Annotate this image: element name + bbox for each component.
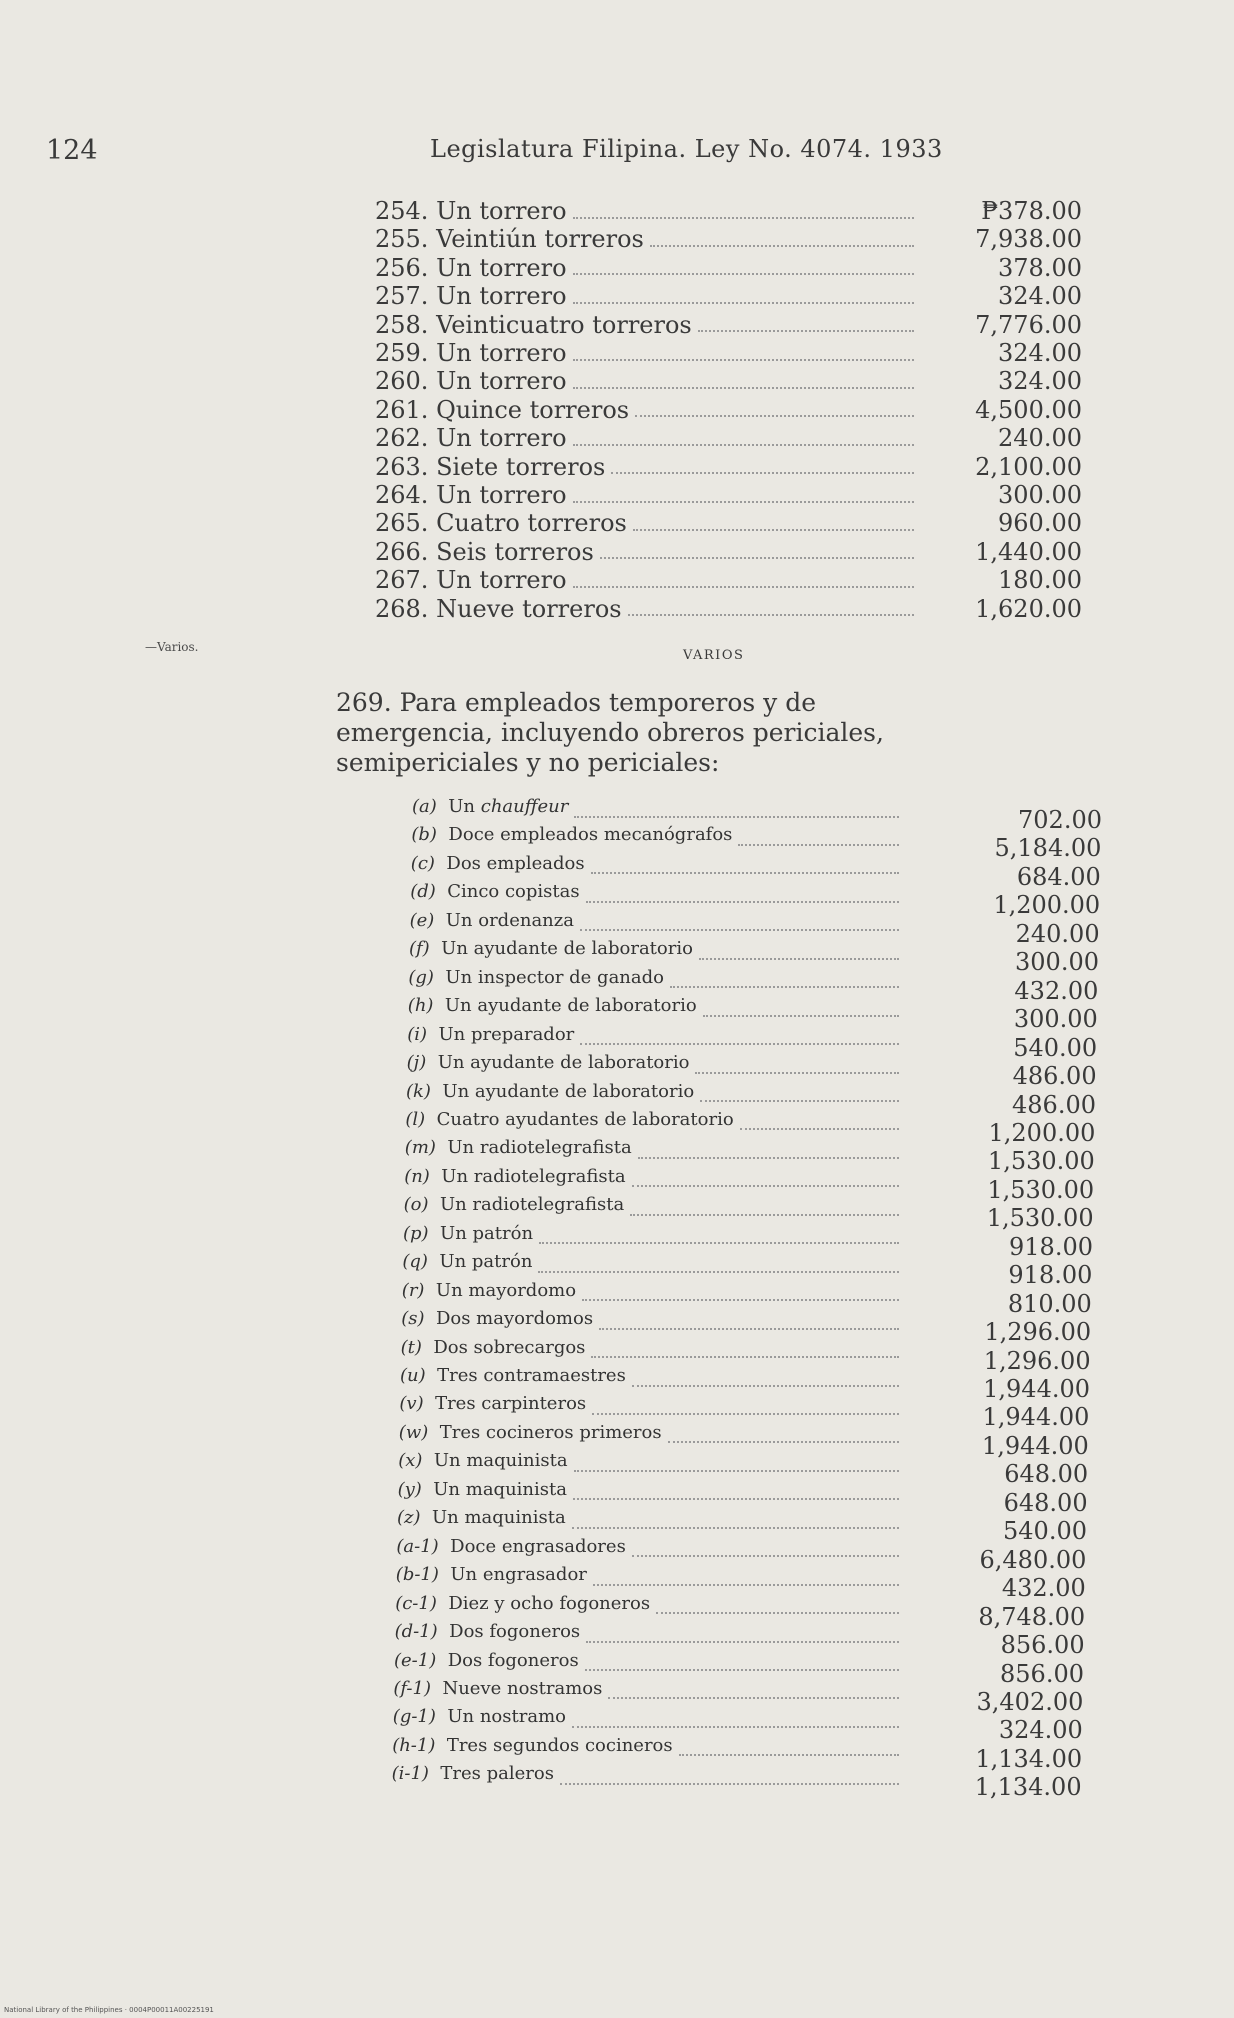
item-letter: (v) — [399, 1393, 424, 1415]
line-item-label: 260. Un torrero — [375, 367, 567, 396]
line-item-label: 254. Un torrero — [375, 197, 567, 225]
line-item-label: 259. Un torrero — [375, 339, 567, 367]
sub-line-item — [396, 1536, 905, 1564]
sub-line-item — [398, 1450, 905, 1478]
line-item — [375, 396, 920, 424]
item-letter: (a) — [412, 796, 437, 817]
item-text: Un ordenanza — [445, 909, 574, 931]
item-letter: (g-1) — [392, 1706, 436, 1728]
line-item — [375, 538, 920, 566]
sub-line-item — [399, 1422, 905, 1450]
sub-line-item-amount: 1,200.00 — [988, 1118, 1096, 1147]
sub-line-item — [400, 1365, 905, 1393]
sub-line-item-amount: 1,296.00 — [983, 1346, 1091, 1375]
leader-dots — [573, 301, 914, 304]
leader-dots — [632, 1184, 899, 1187]
sub-line-item-label — [406, 1081, 694, 1102]
leader-dots — [573, 500, 914, 503]
sub-line-item-amount: 8,748.00 — [978, 1602, 1086, 1631]
item-text: Doce engrasadores — [450, 1535, 626, 1557]
sub-line-item — [392, 1735, 905, 1763]
line-item-label: 261. Quince torreros — [375, 395, 630, 424]
item-text: Tres paleros — [440, 1763, 554, 1785]
leader-dots — [632, 1384, 899, 1387]
sub-line-item-label — [397, 1507, 566, 1528]
leader-dots — [740, 1127, 899, 1130]
item-text: Un radiotelegrafista — [439, 1194, 625, 1216]
item-text: Un mayordomo — [435, 1279, 577, 1301]
sub-line-item-amount: 1,530.00 — [987, 1175, 1095, 1204]
item-text: Un maquinista — [433, 1450, 568, 1472]
item-letter: (m) — [404, 1137, 436, 1159]
sub-line-item-label — [408, 967, 664, 988]
leader-dots — [635, 414, 914, 417]
line-item — [375, 481, 920, 509]
sub-line-item — [402, 1280, 905, 1308]
sub-line-item — [395, 1621, 905, 1649]
sub-line-item-label — [405, 1137, 632, 1158]
line-item — [375, 197, 920, 225]
leader-dots — [600, 556, 914, 559]
item-letter: (e) — [409, 909, 435, 931]
line-item-label: 264. Un torrero — [375, 481, 567, 509]
line-item-label: 268. Nueve torreros — [375, 594, 622, 623]
item-letter: (f-1) — [393, 1677, 431, 1699]
item-letter: (x) — [398, 1450, 423, 1472]
line-item-amount: 324.00 — [998, 282, 1082, 311]
sub-line-item-label — [395, 1593, 650, 1614]
leader-dots — [591, 871, 899, 874]
leader-dots — [670, 985, 899, 988]
sub-line-item-label — [410, 910, 574, 931]
item-text: Un patrón — [440, 1222, 534, 1244]
sub-line-item-label — [410, 881, 579, 902]
sub-line-item-label — [400, 1365, 626, 1386]
item-letter: (i) — [407, 1023, 427, 1045]
sub-line-item-label — [395, 1621, 581, 1642]
page-number: 124 — [46, 135, 98, 166]
sub-line-item-amount: 432.00 — [1014, 976, 1099, 1005]
item-text: Un — [448, 796, 475, 817]
sub-line-item — [404, 1194, 905, 1222]
sub-line-item-label — [392, 1735, 672, 1756]
item-letter: (g) — [408, 966, 434, 988]
sub-line-item — [392, 1763, 905, 1791]
leader-dots — [628, 613, 914, 616]
sub-line-item-amount: 486.00 — [1012, 1090, 1096, 1119]
item-text: Un maquinista — [433, 1478, 567, 1500]
item-letter: (w) — [398, 1421, 429, 1443]
sub-line-item-label — [399, 1422, 662, 1443]
item-text: Un ayudante de laboratorio — [437, 1052, 690, 1074]
item-text: Dos mayordomos — [435, 1308, 594, 1330]
sub-line-item-amount: 856.00 — [1000, 1659, 1084, 1688]
line-item-amount: 7,938.00 — [975, 225, 1082, 254]
leader-dots — [580, 1042, 899, 1045]
item-letter: (a-1) — [396, 1535, 439, 1557]
line-item-amount: 1,620.00 — [975, 594, 1082, 623]
leader-dots — [591, 1355, 899, 1358]
item-letter: (l) — [405, 1108, 426, 1130]
sub-line-item-label — [396, 1564, 587, 1585]
sub-line-item-amount: 684.00 — [1016, 862, 1101, 891]
line-item — [375, 339, 920, 367]
sub-line-item-label — [393, 1706, 566, 1727]
line-item — [375, 311, 920, 339]
item-text: Un radiotelegrafista — [447, 1137, 632, 1159]
sub-line-item-label — [404, 1166, 625, 1187]
leader-dots — [586, 1640, 899, 1643]
leader-dots — [574, 815, 899, 818]
leader-dots — [638, 1156, 899, 1159]
section-heading: VARIOS — [683, 648, 745, 663]
sub-line-item — [407, 1052, 905, 1080]
leader-dots — [632, 1554, 899, 1557]
item-text: Un maquinista — [431, 1507, 566, 1529]
item-text: Dos fogoneros — [449, 1621, 581, 1643]
intro-line: emergencia, incluyendo obreros periciales, — [336, 718, 884, 747]
sub-line-item — [410, 881, 905, 909]
sub-line-item-label — [396, 1536, 625, 1557]
sub-line-item-amount: 1,944.00 — [981, 1431, 1089, 1460]
line-item — [375, 566, 920, 594]
sub-line-item-amount: 1,200.00 — [993, 891, 1101, 920]
sub-line-item — [409, 938, 905, 966]
sub-line-item — [412, 796, 905, 824]
line-item-label: 266. Seis torreros — [375, 537, 594, 566]
item-text: Un engrasador — [450, 1564, 587, 1586]
item-letter: (h-1) — [392, 1734, 436, 1756]
sub-line-item — [399, 1393, 905, 1421]
leader-dots — [573, 585, 914, 588]
leader-dots — [573, 443, 914, 446]
sub-line-item — [411, 853, 905, 881]
line-item-label: 265. Cuatro torreros — [375, 509, 627, 538]
leader-dots — [608, 1696, 899, 1699]
leader-dots — [656, 1611, 899, 1614]
leader-dots — [573, 358, 914, 361]
sub-line-item — [401, 1337, 905, 1365]
line-item-amount: 1,440.00 — [975, 537, 1082, 566]
sub-line-item — [396, 1564, 905, 1592]
sub-line-item-label — [402, 1280, 576, 1301]
leader-dots — [695, 1071, 899, 1074]
sub-line-item-amount: 1,134.00 — [974, 1773, 1082, 1802]
item-text: Tres contramaestres — [437, 1365, 626, 1386]
item-text: Un ayudante de laboratorio — [444, 995, 697, 1017]
line-item-amount: ₱378.00 — [981, 197, 1082, 225]
sub-line-item — [407, 1024, 905, 1052]
sub-line-item-label — [399, 1393, 586, 1414]
leader-dots — [538, 1270, 899, 1273]
sub-line-item — [397, 1507, 905, 1535]
line-item-label: 263. Siete torreros — [375, 452, 606, 481]
item-text: Diez y ocho fogoneros — [448, 1592, 651, 1614]
sub-line-item-amount: 3,402.00 — [976, 1687, 1084, 1716]
sub-line-item-amount: 918.00 — [1008, 1261, 1093, 1290]
leader-dots — [668, 1440, 899, 1443]
sub-line-item-amount: 1,134.00 — [975, 1744, 1083, 1773]
leader-dots — [573, 272, 914, 275]
sub-line-item-label — [401, 1337, 586, 1358]
leader-dots — [580, 928, 899, 931]
item-letter: (t) — [400, 1336, 422, 1358]
item-text: Un preparador — [438, 1023, 575, 1045]
sub-line-item-label — [405, 1109, 733, 1130]
leader-dots — [586, 900, 899, 903]
sub-line-item-amount: 1,296.00 — [984, 1318, 1092, 1347]
line-item-amount: 7,776.00 — [975, 310, 1082, 339]
line-item-label: 262. Un torrero — [375, 424, 567, 453]
item-letter: (b) — [411, 824, 437, 846]
sub-line-item-label — [393, 1678, 602, 1699]
sub-line-item-amount: 324.00 — [998, 1716, 1083, 1745]
leader-dots — [699, 957, 899, 960]
sub-line-item-label — [411, 853, 585, 874]
leader-dots — [703, 1014, 899, 1017]
sub-line-item — [411, 824, 905, 852]
leader-dots — [560, 1782, 899, 1785]
sub-line-item-label — [408, 995, 697, 1016]
line-item-label: 257. Un torrero — [375, 282, 567, 311]
leader-dots — [650, 244, 914, 247]
line-item-amount: 240.00 — [998, 424, 1082, 453]
leader-dots — [738, 843, 899, 846]
item-letter: (u) — [400, 1365, 426, 1386]
item-text: Cinco copistas — [447, 881, 580, 903]
item-letter: (q) — [402, 1251, 428, 1273]
sub-line-item-label — [402, 1251, 532, 1272]
sub-line-item-amount: 486.00 — [1012, 1062, 1097, 1091]
item-letter: (o) — [403, 1194, 429, 1216]
item-text: Un patrón — [439, 1251, 533, 1273]
sub-line-item — [393, 1706, 905, 1734]
line-item — [375, 424, 920, 452]
leader-dots — [582, 1298, 899, 1301]
item-letter: (f) — [409, 938, 430, 960]
line-item-amount: 180.00 — [998, 566, 1082, 595]
leader-dots — [630, 1213, 899, 1216]
leader-dots — [573, 386, 914, 389]
leader-dots — [599, 1327, 899, 1330]
item-text: Un ayudante de laboratorio — [441, 938, 693, 960]
line-item-amount: 324.00 — [998, 339, 1082, 367]
leader-dots — [679, 1753, 899, 1756]
sub-line-item-amount: 5,184.00 — [994, 834, 1102, 863]
item-text: Nueve nostramos — [442, 1677, 603, 1699]
sub-line-item-label — [394, 1650, 579, 1671]
item-letter: (h) — [407, 995, 434, 1017]
item-letter: (k) — [406, 1080, 431, 1102]
item-text: Doce empleados mecanógrafos — [448, 824, 733, 846]
leader-dots — [573, 216, 914, 219]
item-text: Dos empleados — [446, 852, 585, 874]
item-letter: (e-1) — [394, 1649, 437, 1671]
sub-line-item-label — [398, 1479, 567, 1500]
sub-line-item-amount: 540.00 — [1013, 1033, 1098, 1062]
sub-line-item — [408, 995, 905, 1023]
item-text: Cuatro ayudantes de laboratorio — [436, 1108, 734, 1130]
margin-note: —Varios. — [145, 640, 199, 654]
sub-line-item-amount: 648.00 — [1003, 1488, 1088, 1517]
intro-paragraph — [336, 688, 916, 778]
sub-line-item-amount: 702.00 — [1018, 806, 1102, 834]
sub-line-item-amount: 810.00 — [1007, 1289, 1092, 1318]
sub-line-item-label — [407, 1024, 574, 1045]
item-text: Tres segundos cocineros — [446, 1734, 673, 1756]
sub-line-item-label — [411, 824, 732, 845]
line-item-amount: 378.00 — [998, 253, 1082, 282]
item-letter: (s) — [401, 1308, 425, 1330]
line-item-amount: 960.00 — [998, 509, 1082, 538]
line-item — [375, 509, 920, 537]
item-letter: (n) — [404, 1165, 430, 1187]
sub-line-item-amount: 432.00 — [1001, 1574, 1086, 1603]
leader-dots — [572, 1526, 899, 1529]
leader-dots — [573, 1497, 899, 1500]
leader-dots — [592, 1412, 899, 1415]
item-letter: (j) — [406, 1052, 427, 1074]
item-letter: (p) — [403, 1222, 429, 1244]
line-item — [375, 225, 920, 253]
line-item — [375, 367, 920, 395]
sub-line-item-label — [392, 1763, 554, 1784]
sub-line-item-amount: 648.00 — [1004, 1460, 1089, 1489]
item-letter: (c) — [410, 852, 435, 874]
sub-line-item-label — [403, 1223, 533, 1244]
sub-line-item — [405, 1137, 905, 1165]
item-text: Dos fogoneros — [447, 1649, 579, 1671]
item-text: Tres cocineros primeros — [439, 1421, 662, 1443]
sub-line-item — [410, 910, 905, 938]
line-item-amount: 324.00 — [998, 367, 1082, 396]
sub-line-item — [402, 1251, 905, 1279]
line-item-label: 267. Un torrero — [375, 566, 567, 595]
leader-dots — [574, 1469, 899, 1472]
sub-line-item-amount: 1,944.00 — [982, 1403, 1090, 1432]
sub-line-item-label — [398, 1450, 567, 1471]
leader-dots — [539, 1241, 899, 1244]
leader-dots — [633, 528, 914, 531]
sub-line-item — [394, 1650, 905, 1678]
sub-line-item-amount: 856.00 — [1000, 1631, 1085, 1660]
sub-line-item-label — [401, 1308, 593, 1329]
sub-line-item-amount: 6,480.00 — [979, 1545, 1087, 1574]
leader-dots — [700, 1099, 899, 1102]
item-letter: (i-1) — [391, 1763, 429, 1785]
line-item-label: 255. Veintiún torreros — [375, 225, 644, 254]
item-text: Un nostramo — [447, 1706, 566, 1728]
item-letter: (d-1) — [394, 1621, 438, 1643]
item-letter: (z) — [397, 1507, 421, 1529]
item-text: Dos sobrecargos — [433, 1336, 586, 1358]
sub-line-item — [404, 1166, 905, 1194]
item-letter: (b-1) — [395, 1564, 439, 1586]
running-head: Legislatura Filipina. Ley No. 4074. 1933 — [430, 135, 943, 163]
item-text: Tres carpinteros — [435, 1393, 587, 1415]
intro-line: 269. Para empleados temporeros y de — [336, 688, 817, 717]
item-letter: (c-1) — [395, 1592, 437, 1614]
sub-line-item — [406, 1081, 905, 1109]
item-letter: (d) — [410, 881, 436, 903]
sub-line-item — [395, 1593, 905, 1621]
line-item-amount: 2,100.00 — [975, 452, 1082, 481]
line-item-amount: 300.00 — [998, 481, 1082, 509]
sub-line-item-amount: 1,530.00 — [987, 1147, 1095, 1176]
sub-line-item-amount: 918.00 — [1009, 1232, 1093, 1261]
line-item — [375, 453, 920, 481]
sub-line-item — [408, 967, 905, 995]
leader-dots — [698, 329, 914, 332]
line-item-amount: 4,500.00 — [975, 395, 1082, 424]
sub-line-item — [405, 1109, 905, 1137]
sub-line-item — [398, 1479, 905, 1507]
line-item — [375, 282, 920, 310]
sub-line-item-amount: 300.00 — [1013, 1005, 1098, 1034]
item-letter: (r) — [401, 1279, 425, 1301]
sub-line-item-amount: 1,530.00 — [986, 1204, 1094, 1233]
sub-line-item — [401, 1308, 905, 1336]
sub-line-item-amount: 540.00 — [1003, 1517, 1087, 1546]
sub-line-item-amount: 300.00 — [1015, 948, 1099, 977]
footer-credit: National Library of the Philippines · 0004P00011A00225191 — [4, 2006, 214, 2014]
line-item-label: 256. Un torrero — [375, 253, 567, 282]
intro-line: semipericiales y no periciales: — [336, 748, 720, 777]
item-text: Un radiotelegrafista — [441, 1165, 626, 1187]
sub-line-item-label — [412, 796, 568, 817]
sub-line-item-label — [407, 1052, 690, 1073]
sub-line-item-label — [404, 1194, 625, 1215]
sub-line-item-amount: 1,944.00 — [983, 1375, 1090, 1403]
item-text: Un inspector de ganado — [445, 966, 664, 988]
sub-line-item-label — [409, 938, 693, 959]
sub-line-item-amount: 240.00 — [1015, 919, 1100, 948]
line-item — [375, 254, 920, 282]
line-item-label: 258. Veinticuatro torreros — [375, 310, 692, 339]
leader-dots — [593, 1583, 899, 1586]
leader-dots — [572, 1725, 899, 1728]
line-item — [375, 595, 920, 623]
item-text: Un ayudante de laboratorio — [442, 1080, 695, 1102]
leader-dots — [585, 1668, 899, 1671]
sub-line-item — [393, 1678, 905, 1706]
leader-dots — [611, 471, 914, 474]
sub-line-item — [403, 1223, 905, 1251]
item-letter: (y) — [397, 1478, 422, 1500]
item-italic-text: chauffeur — [480, 796, 569, 817]
